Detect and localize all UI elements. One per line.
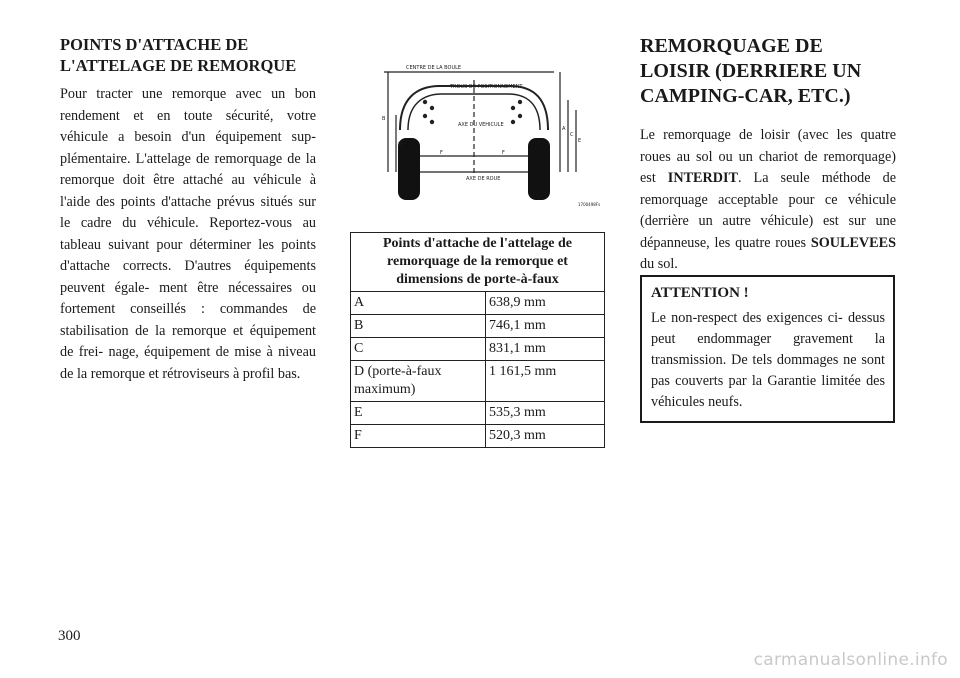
body-bold-interdit: INTERDIT xyxy=(667,170,738,186)
row-label: C xyxy=(351,338,486,361)
warning-text: Le non-respect des exigences ci- dessus peut endommager gravement la transmission. De tels dommages ne sont pas couverts par la Garantie limitée des véhicules neufs. xyxy=(651,310,885,410)
diagram-code: 1700498Fs xyxy=(578,202,601,207)
label-positioning-holes: TROUS DE POSITIONNEMENT xyxy=(450,84,523,90)
warning-title: ATTENTION ! xyxy=(651,285,749,301)
table-row xyxy=(351,338,605,361)
row-value: 638,9 mm xyxy=(486,292,605,315)
table-row xyxy=(351,402,605,425)
recreational-towing-paragraph xyxy=(640,125,896,276)
label-f-left: F xyxy=(440,150,443,156)
label-b: B xyxy=(382,116,386,122)
row-label: A xyxy=(351,292,486,315)
table-row xyxy=(351,425,605,448)
row-label: D (porte-à-faux maximum) xyxy=(351,361,486,402)
row-label: F xyxy=(351,425,486,448)
section-title-hitch-points: POINTS D'ATTACHE DE L'ATTELAGE DE REMORQUE xyxy=(60,35,297,75)
row-value: 535,3 mm xyxy=(486,402,605,425)
positioning-hole xyxy=(518,114,522,118)
positioning-hole xyxy=(511,120,515,124)
body-bold-soulevees: SOULEVEES xyxy=(810,234,896,251)
hitch-dimensions-table xyxy=(350,232,605,448)
left-column xyxy=(60,34,316,385)
body-text-2: . La seule méthode de remorquage acceptable pour ce véhicule (derrière un autre véhicule) est sur une dépanneuse, les quatre roues xyxy=(640,170,896,251)
row-value: 1 161,5 mm xyxy=(486,361,605,402)
positioning-hole xyxy=(430,120,434,124)
label-e: E xyxy=(578,138,582,144)
positioning-hole xyxy=(511,106,515,110)
positioning-hole xyxy=(430,106,434,110)
row-label: E xyxy=(351,402,486,425)
label-vehicle-axis: AXE DU VEHICULE xyxy=(458,122,504,128)
label-f-right: F xyxy=(502,150,505,156)
hitch-diagram xyxy=(370,60,605,210)
label-ball-center: CENTRE DE LA BOULE xyxy=(406,65,462,71)
table-header-row xyxy=(351,233,605,292)
positioning-hole xyxy=(423,114,427,118)
right-column xyxy=(640,34,896,276)
section-title-recreational-towing: REMORQUAGE DE LOISIR (DERRIERE UN CAMPING-CAR, ETC.) xyxy=(640,35,862,107)
row-label: B xyxy=(351,315,486,338)
table-header: Points d'attache de l'attelage de remorquage de la remorque et dimensions de porte-à-faux xyxy=(351,233,605,292)
watermark: carmanualsonline.info xyxy=(753,650,948,670)
label-c: C xyxy=(570,132,574,138)
table-row xyxy=(351,292,605,315)
body-text-3: du sol. xyxy=(640,256,678,272)
row-value: 746,1 mm xyxy=(486,315,605,338)
positioning-hole xyxy=(518,100,522,104)
label-d: D xyxy=(398,142,402,148)
row-value: 520,3 mm xyxy=(486,425,605,448)
page-number: 300 xyxy=(58,628,81,644)
table-row xyxy=(351,361,605,402)
body-text-1: Le remorquage de loisir (avec les quatre roues au sol ou un chariot de remorquage) est xyxy=(640,127,896,186)
label-wheel-axis: AXE DE ROUE xyxy=(466,176,501,182)
row-value: 831,1 mm xyxy=(486,338,605,361)
hitch-points-paragraph: Pour tracter une remorque avec un bon rendement et en toute sécurité, votre véhicule a besoin d'un équipement sup- plémentaire. L'attelage de remorquage de la remorque doit être attaché au véhicule à l'aide des points d'attache prévus situés sur le cadre du véhicule. Reportez-vous au tableau suivant pour déterminer les points d'attache corrects. D'autres équipements peuvent égale- ment être nécessaires ou fortement conseillés : commandes de stabilisation de la remorque et équipement de frei- nage, équipement de mise à niveau de la remorque et rétroviseurs à profil bas. xyxy=(60,86,316,382)
table-row xyxy=(351,315,605,338)
warning-box xyxy=(640,275,895,423)
label-a: A xyxy=(562,126,566,132)
right-wheel xyxy=(528,138,550,200)
positioning-hole xyxy=(423,100,427,104)
